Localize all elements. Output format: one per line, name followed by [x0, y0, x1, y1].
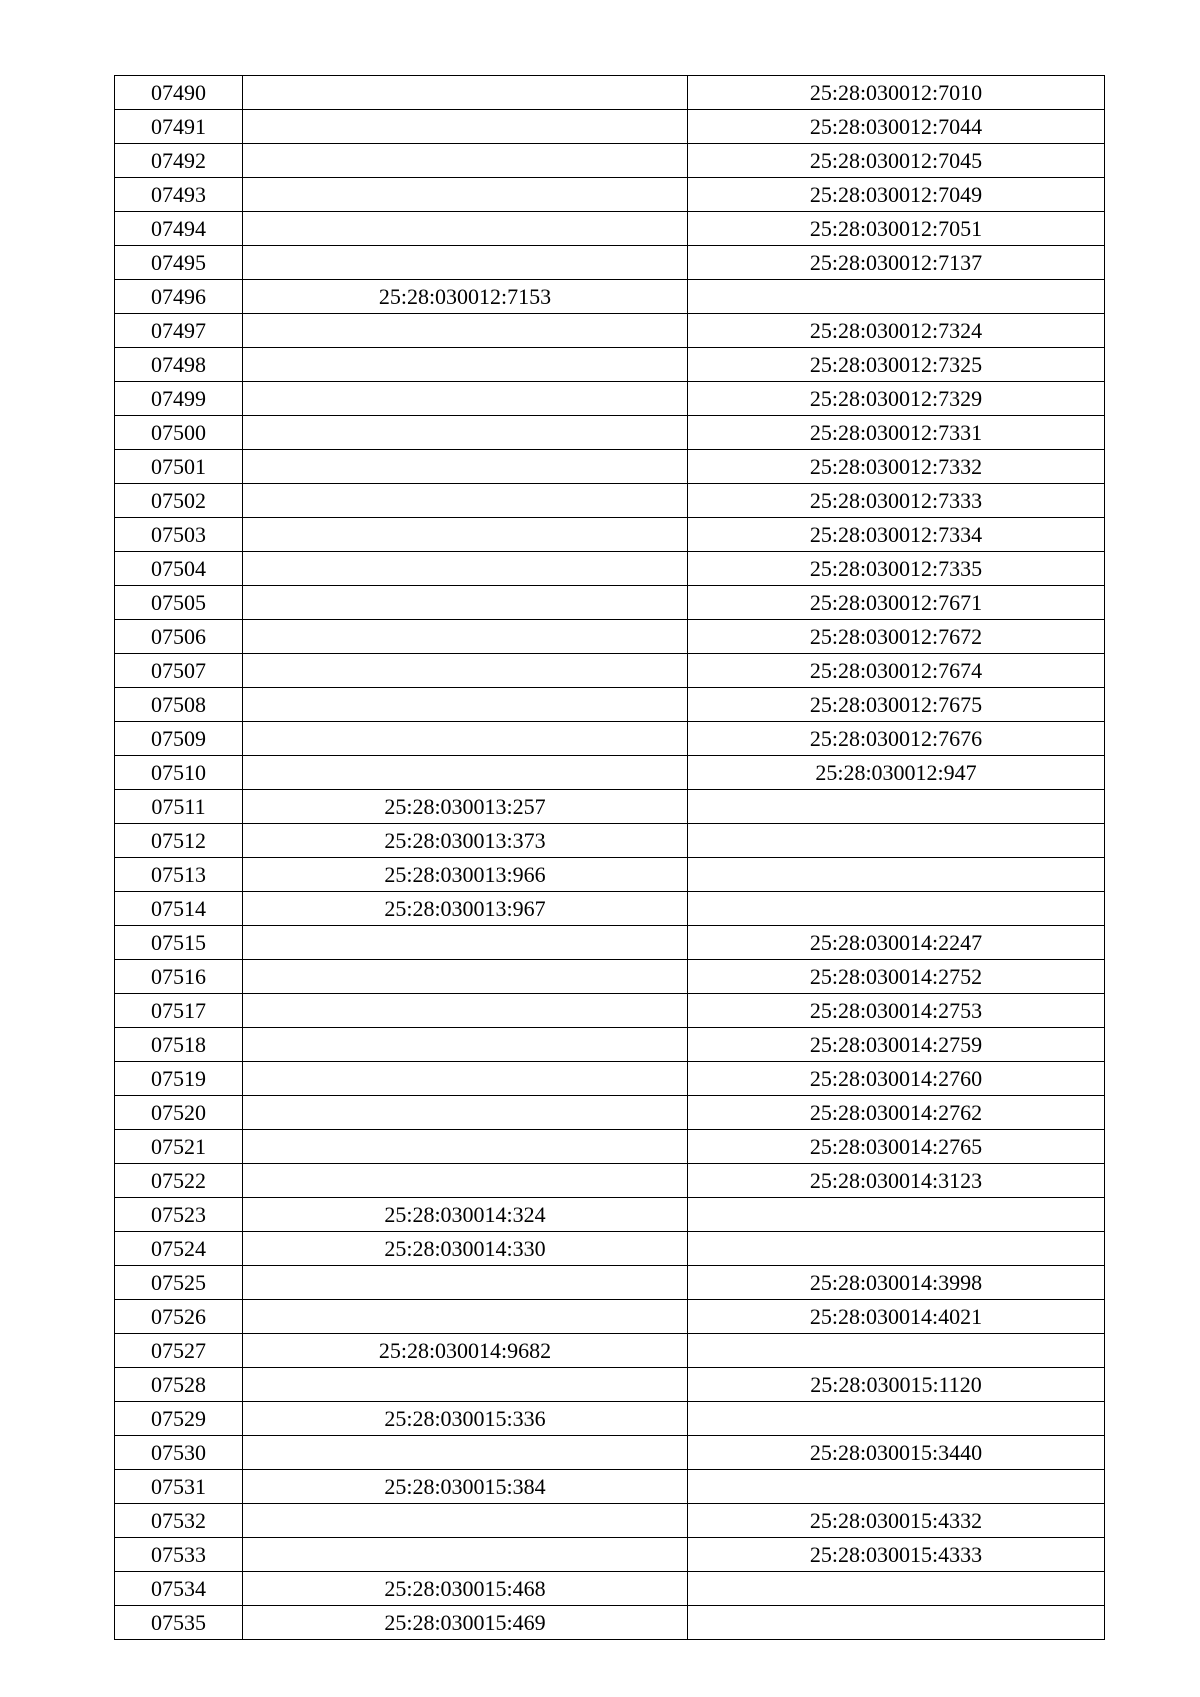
- table-row: [115, 1334, 1105, 1368]
- right-cadastral-cell: 25:28:030014:2759: [688, 1028, 1105, 1062]
- left-cadastral-cell: [243, 382, 688, 416]
- left-cadastral-cell: [243, 688, 688, 722]
- row-number-cell: 07521: [115, 1130, 243, 1164]
- left-cadastral-cell: 25:28:030013:966: [243, 858, 688, 892]
- row-number-cell: 07493: [115, 178, 243, 212]
- right-cadastral-cell: 25:28:030015:4333: [688, 1538, 1105, 1572]
- row-number-cell: 07507: [115, 654, 243, 688]
- row-number-cell: 07498: [115, 348, 243, 382]
- left-cadastral-cell: [243, 1266, 688, 1300]
- table-row: [115, 1300, 1105, 1334]
- left-cadastral-cell: [243, 450, 688, 484]
- right-cadastral-cell: [688, 1572, 1105, 1606]
- table-row: [115, 518, 1105, 552]
- table-row: [115, 484, 1105, 518]
- row-number-cell: 07513: [115, 858, 243, 892]
- left-cadastral-cell: 25:28:030015:469: [243, 1606, 688, 1640]
- left-cadastral-cell: [243, 1504, 688, 1538]
- table-row: [115, 1402, 1105, 1436]
- row-number-cell: 07496: [115, 280, 243, 314]
- row-number-cell: 07524: [115, 1232, 243, 1266]
- table-row: [115, 654, 1105, 688]
- table-row: [115, 280, 1105, 314]
- table-row: [115, 144, 1105, 178]
- right-cadastral-cell: [688, 824, 1105, 858]
- left-cadastral-cell: [243, 178, 688, 212]
- row-number-cell: 07502: [115, 484, 243, 518]
- right-cadastral-cell: 25:28:030012:7335: [688, 552, 1105, 586]
- right-cadastral-cell: 25:28:030012:7325: [688, 348, 1105, 382]
- row-number-cell: 07517: [115, 994, 243, 1028]
- right-cadastral-cell: 25:28:030012:7333: [688, 484, 1105, 518]
- table-row: [115, 926, 1105, 960]
- right-cadastral-cell: 25:28:030014:2247: [688, 926, 1105, 960]
- row-number-cell: 07533: [115, 1538, 243, 1572]
- right-cadastral-cell: 25:28:030012:7331: [688, 416, 1105, 450]
- row-number-cell: 07525: [115, 1266, 243, 1300]
- left-cadastral-cell: [243, 246, 688, 280]
- left-cadastral-cell: 25:28:030013:967: [243, 892, 688, 926]
- left-cadastral-cell: [243, 552, 688, 586]
- row-number-cell: 07504: [115, 552, 243, 586]
- right-cadastral-cell: [688, 1334, 1105, 1368]
- row-number-cell: 07528: [115, 1368, 243, 1402]
- right-cadastral-cell: [688, 790, 1105, 824]
- left-cadastral-cell: [243, 484, 688, 518]
- right-cadastral-cell: 25:28:030014:2753: [688, 994, 1105, 1028]
- left-cadastral-cell: [243, 1368, 688, 1402]
- right-cadastral-cell: 25:28:030014:3123: [688, 1164, 1105, 1198]
- right-cadastral-cell: [688, 1402, 1105, 1436]
- row-number-cell: 07509: [115, 722, 243, 756]
- row-number-cell: 07519: [115, 1062, 243, 1096]
- table-row: [115, 348, 1105, 382]
- left-cadastral-cell: [243, 926, 688, 960]
- left-cadastral-cell: [243, 960, 688, 994]
- table-row: [115, 178, 1105, 212]
- right-cadastral-cell: [688, 858, 1105, 892]
- row-number-cell: 07491: [115, 110, 243, 144]
- table-row: [115, 722, 1105, 756]
- row-number-cell: 07497: [115, 314, 243, 348]
- table-row: [115, 824, 1105, 858]
- right-cadastral-cell: 25:28:030012:947: [688, 756, 1105, 790]
- row-number-cell: 07506: [115, 620, 243, 654]
- table-row: [115, 620, 1105, 654]
- left-cadastral-cell: [243, 110, 688, 144]
- right-cadastral-cell: 25:28:030014:2760: [688, 1062, 1105, 1096]
- table-row: [115, 1028, 1105, 1062]
- right-cadastral-cell: 25:28:030015:1120: [688, 1368, 1105, 1402]
- left-cadastral-cell: 25:28:030014:9682: [243, 1334, 688, 1368]
- table-row: [115, 450, 1105, 484]
- row-number-cell: 07500: [115, 416, 243, 450]
- right-cadastral-cell: [688, 280, 1105, 314]
- row-number-cell: 07499: [115, 382, 243, 416]
- table-row: [115, 1572, 1105, 1606]
- row-number-cell: 07508: [115, 688, 243, 722]
- left-cadastral-cell: [243, 76, 688, 110]
- row-number-cell: 07534: [115, 1572, 243, 1606]
- table-row: [115, 552, 1105, 586]
- row-number-cell: 07515: [115, 926, 243, 960]
- row-number-cell: 07514: [115, 892, 243, 926]
- table-row: [115, 1606, 1105, 1640]
- row-number-cell: 07530: [115, 1436, 243, 1470]
- left-cadastral-cell: 25:28:030013:257: [243, 790, 688, 824]
- left-cadastral-cell: 25:28:030015:336: [243, 1402, 688, 1436]
- left-cadastral-cell: [243, 994, 688, 1028]
- right-cadastral-cell: 25:28:030014:2765: [688, 1130, 1105, 1164]
- table-row: [115, 1096, 1105, 1130]
- right-cadastral-cell: [688, 1232, 1105, 1266]
- right-cadastral-cell: 25:28:030014:2762: [688, 1096, 1105, 1130]
- table-row: [115, 892, 1105, 926]
- table-row: [115, 1368, 1105, 1402]
- left-cadastral-cell: [243, 1028, 688, 1062]
- row-number-cell: 07520: [115, 1096, 243, 1130]
- left-cadastral-cell: [243, 1096, 688, 1130]
- row-number-cell: 07503: [115, 518, 243, 552]
- right-cadastral-cell: 25:28:030014:4021: [688, 1300, 1105, 1334]
- row-number-cell: 07501: [115, 450, 243, 484]
- row-number-cell: 07529: [115, 1402, 243, 1436]
- table-row: [115, 1470, 1105, 1504]
- row-number-cell: 07505: [115, 586, 243, 620]
- table-row: [115, 688, 1105, 722]
- right-cadastral-cell: 25:28:030012:7051: [688, 212, 1105, 246]
- right-cadastral-cell: [688, 1198, 1105, 1232]
- row-number-cell: 07532: [115, 1504, 243, 1538]
- table-row: [115, 586, 1105, 620]
- left-cadastral-cell: [243, 722, 688, 756]
- right-cadastral-cell: 25:28:030012:7049: [688, 178, 1105, 212]
- table-row: [115, 382, 1105, 416]
- table-row: [115, 1198, 1105, 1232]
- right-cadastral-cell: [688, 1470, 1105, 1504]
- row-number-cell: 07494: [115, 212, 243, 246]
- table-row: [115, 994, 1105, 1028]
- right-cadastral-cell: 25:28:030012:7332: [688, 450, 1105, 484]
- row-number-cell: 07535: [115, 1606, 243, 1640]
- left-cadastral-cell: [243, 416, 688, 450]
- table-row: [115, 858, 1105, 892]
- left-cadastral-cell: [243, 1436, 688, 1470]
- table-row: [115, 1130, 1105, 1164]
- right-cadastral-cell: 25:28:030012:7674: [688, 654, 1105, 688]
- table-row: [115, 1504, 1105, 1538]
- left-cadastral-cell: [243, 756, 688, 790]
- right-cadastral-cell: 25:28:030012:7044: [688, 110, 1105, 144]
- right-cadastral-cell: 25:28:030015:3440: [688, 1436, 1105, 1470]
- left-cadastral-cell: [243, 1300, 688, 1334]
- left-cadastral-cell: [243, 1538, 688, 1572]
- left-cadastral-cell: [243, 654, 688, 688]
- table-row: [115, 76, 1105, 110]
- left-cadastral-cell: 25:28:030014:330: [243, 1232, 688, 1266]
- table-row: [115, 756, 1105, 790]
- left-cadastral-cell: 25:28:030015:468: [243, 1572, 688, 1606]
- right-cadastral-cell: 25:28:030014:3998: [688, 1266, 1105, 1300]
- table-row: [115, 246, 1105, 280]
- row-number-cell: 07511: [115, 790, 243, 824]
- right-cadastral-cell: 25:28:030014:2752: [688, 960, 1105, 994]
- row-number-cell: 07510: [115, 756, 243, 790]
- table-row: [115, 1232, 1105, 1266]
- left-cadastral-cell: [243, 144, 688, 178]
- row-number-cell: 07490: [115, 76, 243, 110]
- row-number-cell: 07495: [115, 246, 243, 280]
- left-cadastral-cell: [243, 212, 688, 246]
- right-cadastral-cell: 25:28:030012:7334: [688, 518, 1105, 552]
- left-cadastral-cell: 25:28:030015:384: [243, 1470, 688, 1504]
- row-number-cell: 07522: [115, 1164, 243, 1198]
- table-row: [115, 1164, 1105, 1198]
- right-cadastral-cell: [688, 1606, 1105, 1640]
- table-row: [115, 110, 1105, 144]
- left-cadastral-cell: [243, 620, 688, 654]
- right-cadastral-cell: 25:28:030012:7137: [688, 246, 1105, 280]
- left-cadastral-cell: [243, 314, 688, 348]
- right-cadastral-cell: 25:28:030012:7672: [688, 620, 1105, 654]
- left-cadastral-cell: [243, 1130, 688, 1164]
- table-row: [115, 790, 1105, 824]
- left-cadastral-cell: [243, 1164, 688, 1198]
- right-cadastral-cell: 25:28:030012:7671: [688, 586, 1105, 620]
- row-number-cell: 07516: [115, 960, 243, 994]
- table-row: [115, 1062, 1105, 1096]
- table-row: [115, 1538, 1105, 1572]
- left-cadastral-cell: 25:28:030014:324: [243, 1198, 688, 1232]
- right-cadastral-cell: 25:28:030012:7010: [688, 76, 1105, 110]
- table-row: [115, 212, 1105, 246]
- left-cadastral-cell: 25:28:030013:373: [243, 824, 688, 858]
- table-row: [115, 416, 1105, 450]
- left-cadastral-cell: [243, 586, 688, 620]
- row-number-cell: 07518: [115, 1028, 243, 1062]
- right-cadastral-cell: 25:28:030012:7676: [688, 722, 1105, 756]
- row-number-cell: 07526: [115, 1300, 243, 1334]
- left-cadastral-cell: 25:28:030012:7153: [243, 280, 688, 314]
- cadastral-number-table: [114, 75, 1105, 1640]
- right-cadastral-cell: 25:28:030012:7045: [688, 144, 1105, 178]
- row-number-cell: 07523: [115, 1198, 243, 1232]
- right-cadastral-cell: [688, 892, 1105, 926]
- left-cadastral-cell: [243, 1062, 688, 1096]
- table-row: [115, 1266, 1105, 1300]
- row-number-cell: 07492: [115, 144, 243, 178]
- right-cadastral-cell: 25:28:030015:4332: [688, 1504, 1105, 1538]
- row-number-cell: 07527: [115, 1334, 243, 1368]
- table-row: [115, 960, 1105, 994]
- left-cadastral-cell: [243, 348, 688, 382]
- table-row: [115, 1436, 1105, 1470]
- table-body: [115, 76, 1105, 1640]
- right-cadastral-cell: 25:28:030012:7675: [688, 688, 1105, 722]
- row-number-cell: 07512: [115, 824, 243, 858]
- right-cadastral-cell: 25:28:030012:7329: [688, 382, 1105, 416]
- right-cadastral-cell: 25:28:030012:7324: [688, 314, 1105, 348]
- table-row: [115, 314, 1105, 348]
- left-cadastral-cell: [243, 518, 688, 552]
- row-number-cell: 07531: [115, 1470, 243, 1504]
